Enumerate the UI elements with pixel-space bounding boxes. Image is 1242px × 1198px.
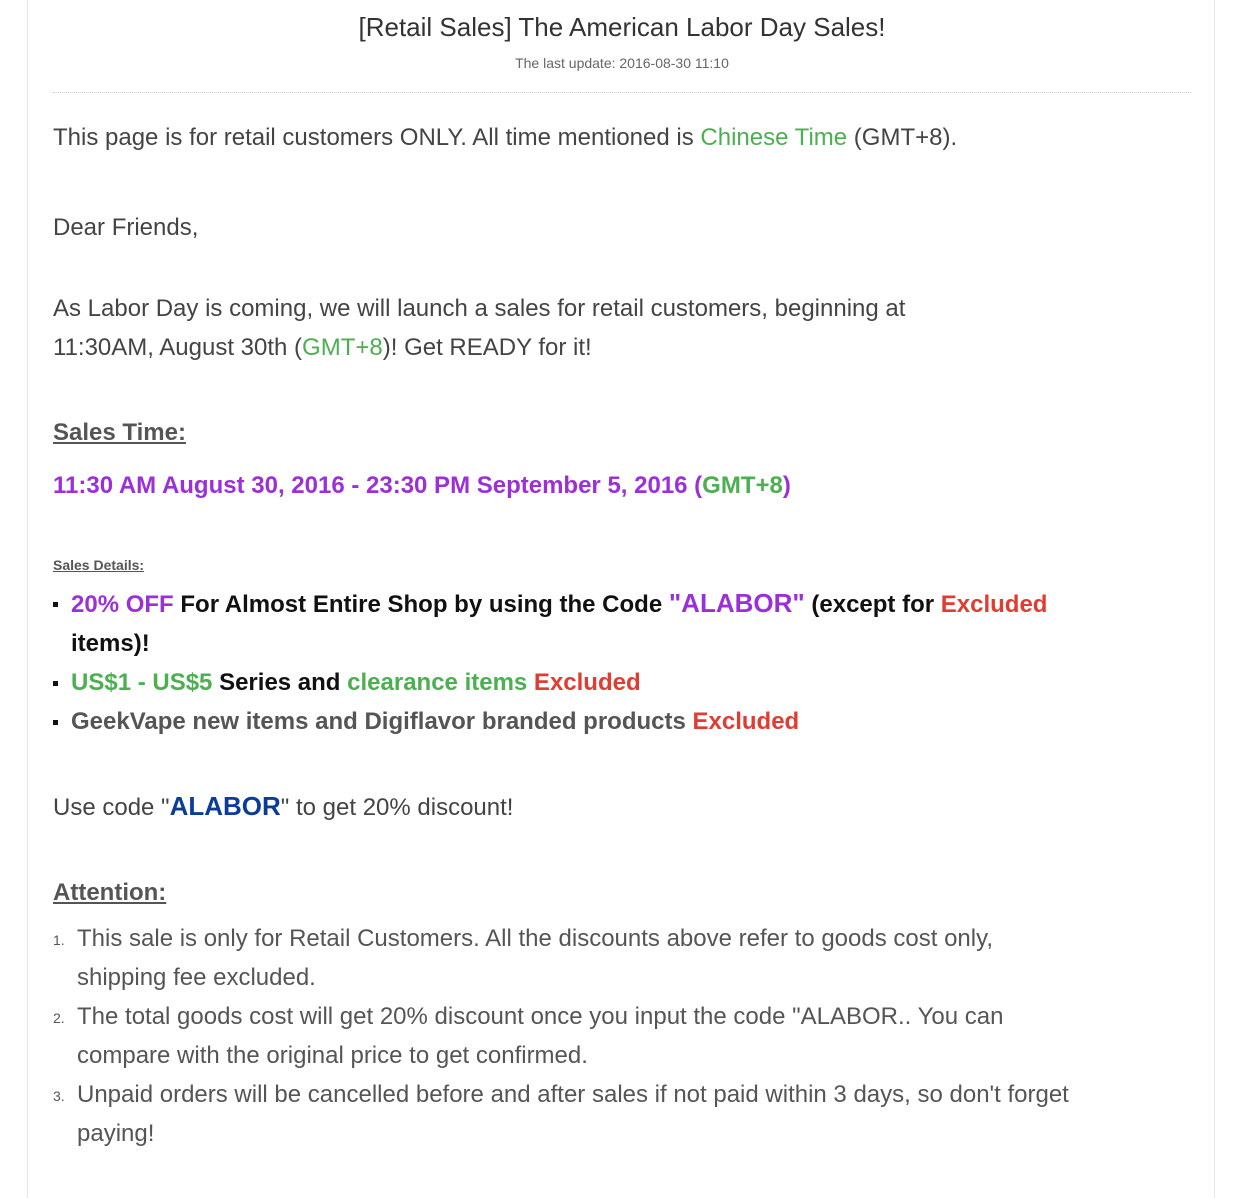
title-divider: [53, 92, 1191, 93]
discount-code: "ALABOR": [668, 588, 805, 618]
price-range: US$1 - US$5: [71, 669, 213, 696]
excluded-label: Excluded: [940, 591, 1048, 618]
attention-heading: Attention:: [53, 879, 167, 906]
list-item: [53, 919, 1191, 997]
clearance-link[interactable]: clearance items: [347, 669, 528, 696]
sales-time-tz: GMT+8: [702, 472, 783, 499]
excluded-label: Excluded: [527, 669, 641, 696]
excluded-label: Excluded: [692, 708, 800, 735]
list-number: 2.: [53, 1010, 65, 1026]
list-number: 1.: [53, 932, 65, 948]
announcement-gmt: GMT+8: [302, 334, 383, 361]
sales-time-range: [53, 466, 791, 505]
last-update: The last update: 2016-08-30 11:10: [515, 55, 729, 71]
announcement-time: 11:30AM, August 30th (: [53, 334, 303, 361]
list-text: The total goods cost will get 20% discount once you input the code "ALABOR.. You can: [77, 1003, 1004, 1030]
code-value: ALABOR: [169, 791, 281, 821]
page-title: [Retail Sales] The American Labor Day Sales!: [358, 12, 886, 42]
attention-list: [53, 919, 1191, 1153]
code-suffix: " to get 20% discount!: [280, 794, 514, 821]
announcement-line-1: As Labor Day is coming, we will launch a sales for retail customers, beginning at: [53, 295, 906, 322]
sales-details-list: [53, 584, 1153, 741]
series-text: Series and: [212, 669, 348, 696]
announcement-line-2: [53, 328, 592, 367]
content-card: [27, 0, 1215, 1198]
chinese-time-link[interactable]: Chinese Time: [700, 124, 848, 151]
code-line: [53, 787, 513, 827]
bullet-icon: [53, 602, 58, 607]
list-text: compare with the original price to get confirmed.: [77, 1042, 588, 1069]
list-number: 3.: [53, 1088, 65, 1104]
bullet-icon: [53, 720, 58, 725]
intro-text: This page is for retail customers ONLY. All time mentioned is: [53, 124, 701, 151]
list-text: paying!: [77, 1120, 155, 1147]
discount-text: For Almost Entire Shop by using the Code: [173, 591, 669, 618]
list-text: shipping fee excluded.: [77, 964, 316, 991]
sales-details-heading: Sales Details:: [53, 557, 145, 573]
list-item: [53, 663, 1153, 702]
except-text: (except for: [804, 591, 941, 618]
announcement-suffix: )! Get READY for it!: [382, 334, 592, 361]
bullet-icon: [53, 681, 58, 686]
list-item: [53, 584, 1153, 663]
items-text: items)!: [71, 630, 150, 657]
list-text: This sale is only for Retail Customers. All the discounts above refer to goods cost only,: [77, 925, 993, 952]
list-item: [53, 1075, 1191, 1153]
sales-time-heading: Sales Time:: [53, 419, 186, 446]
sales-time-close: ): [782, 472, 791, 499]
sales-time-text: 11:30 AM August 30, 2016 - 23:30 PM September 5, 2016 (: [53, 472, 703, 499]
list-text: Unpaid orders will be cancelled before and after sales if not paid within 3 days, so don't forget: [77, 1081, 1069, 1108]
greeting: Dear Friends,: [53, 214, 199, 241]
discount-label: 20% OFF: [71, 591, 174, 618]
geekvape-text: GeekVape new items and Digiflavor branded products: [71, 708, 693, 735]
list-item: [53, 997, 1191, 1075]
intro-suffix: (GMT+8).: [847, 124, 958, 151]
intro-paragraph: [53, 118, 957, 157]
list-item: [53, 702, 1153, 741]
code-prefix: Use code ": [53, 794, 170, 821]
